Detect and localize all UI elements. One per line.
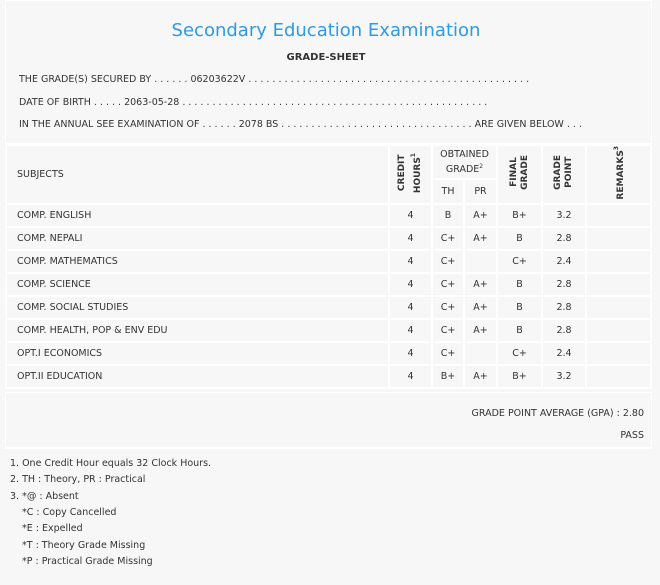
- note: 2. TH : Theory, PR : Practical: [10, 474, 146, 485]
- grade-point-cell: 2.4: [542, 250, 586, 273]
- grade-point-cell: 2.4: [542, 342, 586, 365]
- subject-cell: OPT.I ECONOMICS: [6, 342, 389, 365]
- remarks-cell: [586, 250, 651, 273]
- pr-grade-cell: [464, 250, 497, 273]
- grade-point-cell: 2.8: [542, 227, 586, 250]
- header-final-grade: FINAL GRADE: [497, 145, 542, 204]
- gpa-value: GRADE POINT AVERAGE (GPA) : 2.80: [471, 408, 644, 419]
- th-grade-cell: C+: [432, 342, 464, 365]
- th-grade-cell: B: [432, 204, 464, 227]
- table-row: [6, 365, 651, 388]
- note: *E : Expelled: [22, 523, 83, 534]
- header-obtained-grade: OBTAINED GRADE$^2$: [432, 145, 497, 179]
- credit-cell: 4: [389, 273, 432, 296]
- pr-grade-cell: [464, 342, 497, 365]
- pr-grade-cell: A+: [464, 365, 497, 388]
- th-grade-cell: C+: [432, 319, 464, 342]
- final-grade-cell: B: [497, 273, 542, 296]
- grade-point-cell: 2.8: [542, 296, 586, 319]
- pr-grade-cell: A+: [464, 296, 497, 319]
- grades-table: [5, 144, 652, 389]
- header-subjects: SUBJECTS: [6, 145, 389, 204]
- subject-cell: COMP. SOCIAL STUDIES: [6, 296, 389, 319]
- subject-cell: COMP. HEALTH, POP & ENV EDU: [6, 319, 389, 342]
- note: 3. *@ : Absent: [10, 491, 79, 502]
- header-pr: PR: [464, 179, 497, 203]
- credit-cell: 4: [389, 365, 432, 388]
- page-title: Secondary Education Examination: [171, 20, 481, 41]
- result-status: PASS: [620, 430, 644, 441]
- table-row: [6, 273, 651, 296]
- gpa-box: [5, 392, 652, 448]
- table-row: [6, 342, 651, 365]
- pr-grade-cell: A+: [464, 319, 497, 342]
- final-grade-cell: B: [497, 319, 542, 342]
- final-grade-cell: B+: [497, 204, 542, 227]
- th-grade-cell: C+: [432, 296, 464, 319]
- note: 1. One Credit Hour equals 32 Clock Hours.: [10, 458, 212, 469]
- grade-point-cell: 3.2: [542, 204, 586, 227]
- pr-grade-cell: A+: [464, 273, 497, 296]
- grade-point-cell: 2.8: [542, 273, 586, 296]
- exam-line: IN THE ANNUAL SEE EXAMINATION OF . . . . . . 2078 BS . . . . . . . . . . . . . . . . . . . . . . . . . . . . . . . . ARE GIVEN BELOW . . .: [19, 119, 582, 130]
- table-row: [6, 319, 651, 342]
- th-grade-cell: C+: [432, 227, 464, 250]
- table-row: [6, 250, 651, 273]
- grade-point-cell: 3.2: [542, 365, 586, 388]
- credit-cell: 4: [389, 342, 432, 365]
- remarks-cell: [586, 319, 651, 342]
- table-row: [6, 227, 651, 250]
- grade-point-cell: 2.8: [542, 319, 586, 342]
- final-grade-cell: C+: [497, 250, 542, 273]
- subject-cell: COMP. SCIENCE: [6, 273, 389, 296]
- remarks-cell: [586, 227, 651, 250]
- notes: [5, 447, 652, 579]
- dob-line: DATE OF BIRTH . . . . . 2063-05-28 . . . . . . . . . . . . . . . . . . . . . . . . . . . . . . . . . . . . . . . . . . . . . . . . . . .: [19, 97, 488, 108]
- subject-cell: COMP. ENGLISH: [6, 204, 389, 227]
- header-credit-hours: CREDIT HOURS$^1$: [389, 145, 432, 204]
- subject-cell: COMP. MATHEMATICS: [6, 250, 389, 273]
- header-th: TH: [432, 179, 464, 203]
- pr-grade-cell: A+: [464, 227, 497, 250]
- final-grade-cell: B+: [497, 365, 542, 388]
- final-grade-cell: B: [497, 227, 542, 250]
- note: *P : Practical Grade Missing: [22, 556, 153, 567]
- th-grade-cell: B+: [432, 365, 464, 388]
- note: *C : Copy Cancelled: [22, 507, 117, 518]
- subject-cell: COMP. NEPALI: [6, 227, 389, 250]
- credit-cell: 4: [389, 296, 432, 319]
- final-grade-cell: C+: [497, 342, 542, 365]
- credit-cell: 4: [389, 227, 432, 250]
- secured-by-line: THE GRADE(S) SECURED BY . . . . . . 06203622V . . . . . . . . . . . . . . . . . . . . . . . . . . . . . . . . . . . . . . . . . . . . . . .: [19, 74, 530, 85]
- final-grade-cell: B: [497, 296, 542, 319]
- remarks-cell: [586, 273, 651, 296]
- subject-cell: OPT.II EDUCATION: [6, 365, 389, 388]
- table-row: [6, 204, 651, 227]
- remarks-cell: [586, 365, 651, 388]
- credit-cell: 4: [389, 319, 432, 342]
- table-row: [6, 296, 651, 319]
- credit-cell: 4: [389, 250, 432, 273]
- remarks-cell: [586, 296, 651, 319]
- th-grade-cell: C+: [432, 273, 464, 296]
- note: *T : Theory Grade Missing: [22, 540, 146, 551]
- page-subtitle: GRADE-SHEET: [286, 52, 366, 63]
- credit-cell: 4: [389, 204, 432, 227]
- remarks-cell: [586, 204, 651, 227]
- pr-grade-cell: A+: [464, 204, 497, 227]
- remarks-cell: [586, 342, 651, 365]
- header-remarks: REMARKS$^3$: [586, 145, 651, 204]
- th-grade-cell: C+: [432, 250, 464, 273]
- header-grade-point: GRADE POINT: [542, 145, 586, 204]
